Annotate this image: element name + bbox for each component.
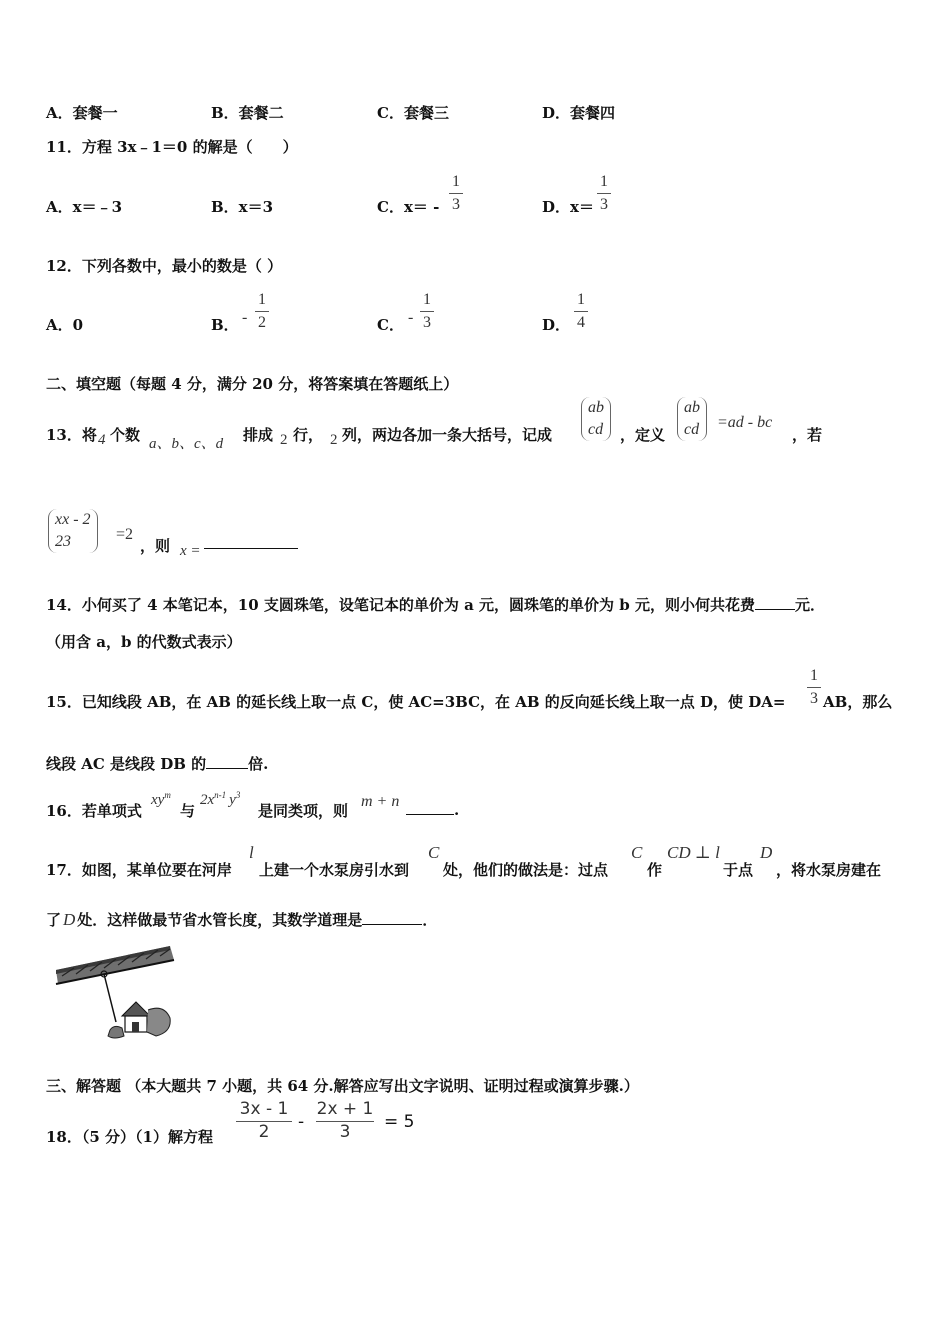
q10-option-b: B．套餐二 xyxy=(211,104,284,122)
pipe-line-cd xyxy=(104,974,116,1022)
q16-answer-blank xyxy=(406,800,454,815)
q16-expression: m + n xyxy=(361,793,400,810)
q15-line-1-end: AB，那么 xyxy=(823,693,893,711)
q13-equals-2: =2 xyxy=(116,526,134,543)
q17-point-c: C xyxy=(428,843,440,862)
q17-line-2 xyxy=(46,909,437,930)
q16-answer xyxy=(406,800,459,819)
q17-point-d: D xyxy=(760,843,773,862)
q17-river-l: l xyxy=(249,843,254,862)
q13-matrix-1-row-1: ab xyxy=(588,399,604,416)
q11-option-c: C．x＝ - xyxy=(377,198,440,216)
q18-rhs: = 5 xyxy=(384,1112,415,1132)
q10-option-a: A．套餐一 xyxy=(46,104,118,122)
q16-monomial-2-base: 2x xyxy=(200,792,215,808)
q13-text-5: 列，两边各加一条大括号，记成 xyxy=(342,426,553,444)
q12-c-minus: - xyxy=(408,309,414,326)
q17-text-2: 上建一个水泵房引水到 xyxy=(259,861,410,879)
q13-text-3: 排成 xyxy=(243,426,274,444)
q12-option-a: A．0 xyxy=(46,316,84,334)
q17-line-2-start: 了 xyxy=(46,911,62,929)
q17-text-6: ，将水泵房建在 xyxy=(776,861,882,879)
q18-fraction-2 xyxy=(316,1100,374,1142)
q16-monomial-2-y-exponent: 3 xyxy=(235,790,241,800)
q13-text-7: ，若 xyxy=(792,426,823,444)
q15-text-end: 倍. xyxy=(248,755,269,773)
q13-number-2b: 2 xyxy=(330,432,338,448)
q11-option-d-fraction xyxy=(597,172,611,214)
q11-option-a: A．x＝﹣3 xyxy=(46,198,123,216)
riverbank-hatching xyxy=(56,946,174,984)
q11-option-c-fraction xyxy=(449,172,463,214)
q15-denominator: 3 xyxy=(810,690,818,707)
q16-monomial-2-y: y xyxy=(229,792,236,808)
q16-monomial-2-exponent: n-1 xyxy=(214,790,227,800)
q12-c-denominator: 3 xyxy=(423,314,431,331)
q17-answer-blank xyxy=(362,910,422,925)
q17-line-2-point-d: D xyxy=(63,910,76,929)
q12-option-c-fraction xyxy=(420,290,434,332)
q13-matrix-3-row-1: xx - 2 xyxy=(55,511,91,528)
q14-line-1 xyxy=(46,594,825,615)
q12-b-denominator: 2 xyxy=(258,314,266,331)
q13-definition-formula: =ad - bc xyxy=(717,414,773,431)
q17-text-1: 17．如图，某单位要在河岸 xyxy=(46,861,232,879)
q12-c-numerator: 1 xyxy=(423,291,431,308)
q18-minus: - xyxy=(298,1112,305,1132)
q18-fraction-2-numerator: 2x + 1 xyxy=(316,1099,374,1119)
q13-matrix-given xyxy=(48,509,98,553)
house-icon xyxy=(108,1002,170,1038)
q12-d-numerator: 1 xyxy=(577,291,585,308)
q17-text-4: 作 xyxy=(647,861,663,879)
q10-option-c: C．套餐三 xyxy=(377,104,449,122)
q11-c-denominator: 3 xyxy=(452,196,460,213)
q13-text-8: ，则 xyxy=(140,537,171,555)
q12-option-b: B． xyxy=(211,316,239,334)
q16-text-2: 与 xyxy=(180,802,196,820)
q17-line-2-text: 处．这样做最节省水管长度，其数学道理是 xyxy=(77,911,363,929)
q12-option-d-fraction xyxy=(574,290,588,332)
q12-d-denominator: 4 xyxy=(577,314,585,331)
q13-matrix-3-row-2: 23 xyxy=(55,533,71,550)
q13-text-2: 个数 xyxy=(110,426,141,444)
q14-text-end: 元． xyxy=(794,596,825,614)
q17-text-3: 处，他们的做法是：过点 xyxy=(443,861,609,879)
q13-answer-blank xyxy=(204,534,298,553)
q13-matrix-notation xyxy=(581,397,611,441)
q12-option-c: C． xyxy=(377,316,404,334)
q17-perpendicular: CD ⊥ l xyxy=(667,843,720,862)
q13-text-1: 13．将 xyxy=(46,426,97,444)
q16-monomial-2 xyxy=(200,790,240,809)
q12-stem: 12．下列各数中，最小的数是（ ） xyxy=(46,257,283,275)
q18-stem: 18．（5 分）（1）解方程 xyxy=(46,1128,213,1146)
q16-end: . xyxy=(454,801,460,819)
q15-numerator: 1 xyxy=(810,667,818,684)
q16-monomial-1-base: xy xyxy=(151,792,165,808)
section-2-title: 二、填空题（每题 4 分，满分 20 分，将答案填在答题纸上） xyxy=(46,375,459,393)
q11-c-numerator: 1 xyxy=(452,173,460,190)
q17-river-pump-figure xyxy=(52,940,180,1044)
q13-matrix-definition xyxy=(677,397,707,441)
section-3-title: 三、解答题 （本大题共 7 小题，共 64 分.解答应写出文字说明、证明过程或演算步骤.） xyxy=(46,1077,639,1095)
q13-matrix-2-row-2: cd xyxy=(684,421,700,438)
q15-line-2 xyxy=(46,753,268,774)
q16-text-1: 16．若单项式 xyxy=(46,802,142,820)
q11-option-b: B．x＝3 xyxy=(211,198,274,216)
q11-stem: 11．方程 3x﹣1＝0 的解是（ ） xyxy=(46,138,298,156)
q16-monomial-1-exponent: m xyxy=(164,790,171,800)
q14-text: 14．小何买了 4 本笔记本，10 支圆珠笔，设笔记本的单价为 a 元，圆珠笔的单价为 b 元，则小何共花费 xyxy=(46,596,755,614)
q12-option-d: D． xyxy=(542,316,571,334)
q13-number-2a: 2 xyxy=(280,432,288,448)
q18-fraction-1-denominator: 2 xyxy=(258,1122,270,1142)
q12-b-minus: - xyxy=(242,309,248,326)
q13-number-4: 4 xyxy=(98,432,106,448)
q16-monomial-1 xyxy=(151,790,171,809)
q15-answer-blank xyxy=(206,754,248,769)
q12-b-numerator: 1 xyxy=(258,291,266,308)
q15-text: 线段 AC 是线段 DB 的 xyxy=(46,755,207,773)
q13-text-6: ，定义 xyxy=(620,426,666,444)
q15-line-1: 15．已知线段 AB，在 AB 的延长线上取一点 C，使 AC=3BC，在 AB 的反向延长线上取一点 D，使 DA= xyxy=(46,693,786,711)
q13-matrix-1-row-2: cd xyxy=(588,421,604,438)
q18-fraction-2-denominator: 3 xyxy=(339,1122,351,1142)
q15-fraction xyxy=(807,666,821,708)
q18-fraction-1 xyxy=(236,1100,292,1142)
q13-variables: a、b、c、d xyxy=(149,436,224,452)
q14-line-2: （用含 a，b 的代数式表示） xyxy=(46,633,242,651)
q13-x-equals: x = xyxy=(180,543,201,559)
q17-point-c-2: C xyxy=(631,843,643,862)
q11-option-d: D．x＝ xyxy=(542,198,594,216)
q13-matrix-2-row-1: ab xyxy=(684,399,700,416)
q17-text-5: 于点 xyxy=(723,861,754,879)
q17-line-2-end: ． xyxy=(422,911,438,929)
q18-fraction-1-numerator: 3x - 1 xyxy=(239,1099,289,1119)
q11-d-denominator: 3 xyxy=(600,196,608,213)
q13-text-4: 行， xyxy=(293,426,324,444)
q12-option-b-fraction xyxy=(255,290,269,332)
q11-d-numerator: 1 xyxy=(600,173,608,190)
q14-answer-blank xyxy=(755,595,795,610)
q10-option-d: D．套餐四 xyxy=(542,104,616,122)
q16-text-3: 是同类项，则 xyxy=(258,802,349,820)
